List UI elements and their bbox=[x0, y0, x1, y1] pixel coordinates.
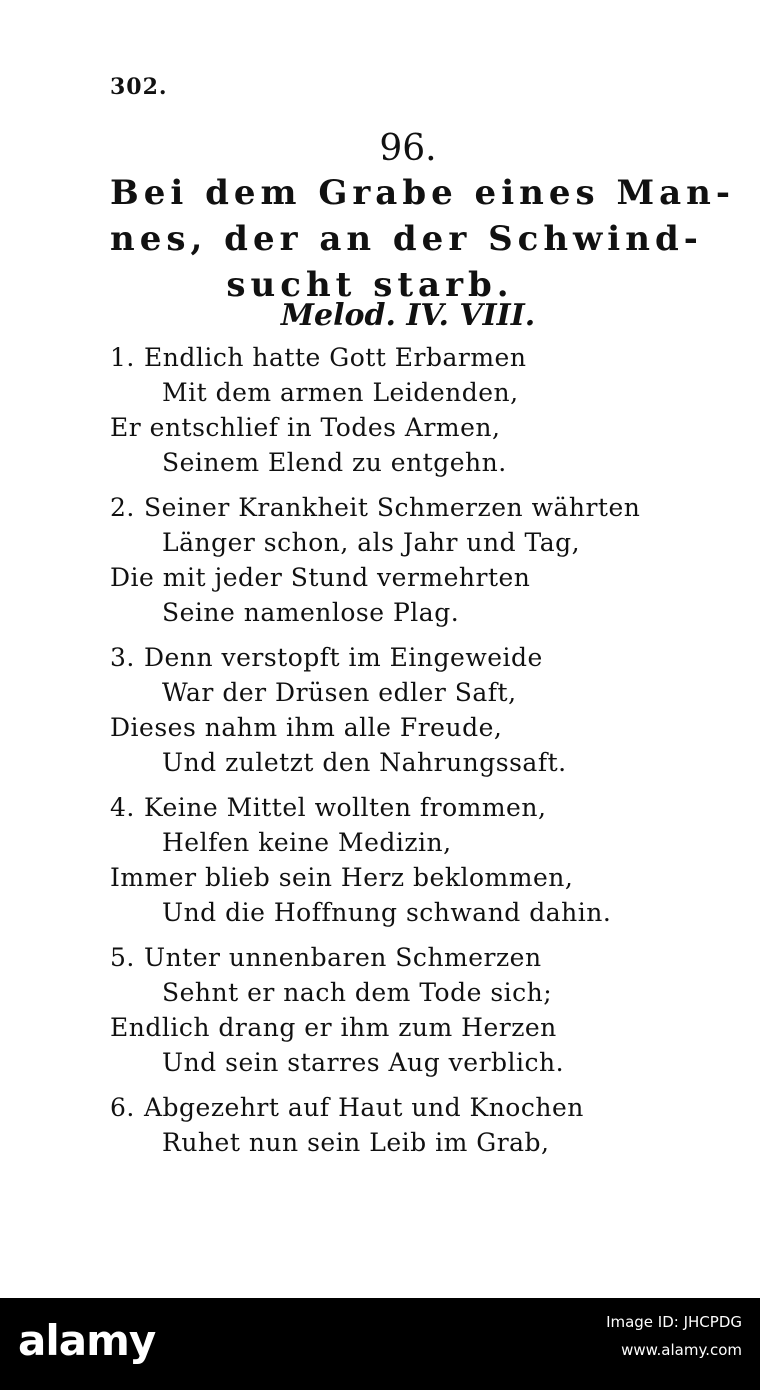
verse-3 bbox=[110, 640, 670, 780]
hymn-title bbox=[110, 170, 735, 308]
site-url: www.alamy.com bbox=[621, 1341, 742, 1359]
verse-line: Seinem Elend zu entgehn. bbox=[162, 448, 507, 477]
hymn-title-line: nes, der an der Schwind- bbox=[110, 219, 703, 259]
page-number: 302. bbox=[110, 74, 168, 100]
verse-line-text: Denn verstopft im Eingeweide bbox=[144, 643, 543, 672]
verse-number: 4. bbox=[110, 793, 135, 822]
verse-2 bbox=[110, 490, 670, 630]
verse-line-text: Endlich hatte Gott Erbarmen bbox=[144, 343, 527, 372]
verse-line: War der Drüsen edler Saft, bbox=[162, 678, 517, 707]
verse-line-text: Abgezehrt auf Haut und Knochen bbox=[144, 1093, 584, 1122]
verse-number: 5. bbox=[110, 943, 135, 972]
verse-line: Länger schon, als Jahr und Tag, bbox=[162, 528, 581, 557]
verse-line: Helfen keine Medizin, bbox=[162, 828, 452, 857]
verse-number: 2. bbox=[110, 493, 135, 522]
verse-line bbox=[110, 490, 670, 525]
verse-line: Dieses nahm ihm alle Freude, bbox=[110, 713, 503, 742]
verse-line: Endlich drang er ihm zum Herzen bbox=[110, 1013, 557, 1042]
melody-reference: Melod. IV. VIII. bbox=[280, 298, 536, 333]
verse-1 bbox=[110, 340, 670, 480]
verse-line: Seine namenlose Plag. bbox=[162, 598, 460, 627]
image-id: Image ID: JHCPDG bbox=[606, 1313, 742, 1331]
verse-line bbox=[110, 340, 670, 375]
verse-line-text: Seiner Krankheit Schmerzen währten bbox=[144, 493, 641, 522]
verse-line: Ruhet nun sein Leib im Grab, bbox=[162, 1128, 550, 1157]
image-id-block bbox=[606, 1308, 742, 1364]
verse-line: Immer blieb sein Herz beklommen, bbox=[110, 863, 574, 892]
verse-line: Die mit jeder Stund vermehrten bbox=[110, 563, 531, 592]
verse-number: 6. bbox=[110, 1093, 135, 1122]
verse-line bbox=[110, 940, 670, 975]
verse-6 bbox=[110, 1090, 670, 1160]
verse-4 bbox=[110, 790, 670, 930]
watermark-footer bbox=[0, 1298, 760, 1390]
verse-line: Sehnt er nach dem Tode sich; bbox=[162, 978, 553, 1007]
verse-line: Und zuletzt den Nahrungssaft. bbox=[162, 748, 567, 777]
verse-line bbox=[110, 640, 670, 675]
verse-number: 1. bbox=[110, 343, 135, 372]
hymn-title-line: sucht starb. bbox=[226, 265, 514, 305]
alamy-logo: alamy bbox=[18, 1316, 156, 1365]
verse-line: Er entschlief in Todes Armen, bbox=[110, 413, 501, 442]
verse-number: 3. bbox=[110, 643, 135, 672]
verse-line-text: Keine Mittel wollten frommen, bbox=[144, 793, 547, 822]
verse-line-text: Unter unnenbaren Schmerzen bbox=[144, 943, 542, 972]
verse-line: Mit dem armen Leidenden, bbox=[162, 378, 519, 407]
verse-line bbox=[110, 1090, 670, 1125]
verse-line: Und sein starres Aug verblich. bbox=[162, 1048, 565, 1077]
hymn-number: 96. bbox=[379, 128, 437, 169]
verses bbox=[110, 340, 670, 1170]
verse-5 bbox=[110, 940, 670, 1080]
verse-line: Und die Hoffnung schwand dahin. bbox=[162, 898, 612, 927]
hymn-title-line: Bei dem Grabe eines Man- bbox=[110, 173, 735, 213]
verse-line bbox=[110, 790, 670, 825]
